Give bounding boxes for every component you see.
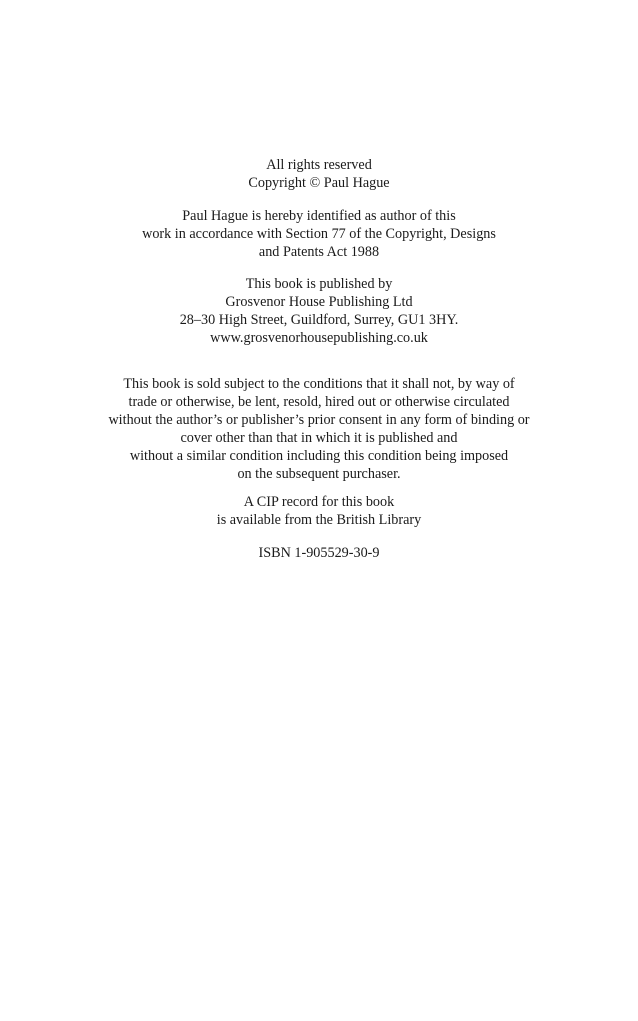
- rights-reserved-line: All rights reserved: [266, 157, 372, 173]
- published-by-line: This book is published by: [245, 276, 393, 292]
- isbn-number: ISBN 1-905529-30-9: [258, 545, 380, 561]
- publisher-website: www.grosvenorhousepublishing.co.uk: [210, 330, 428, 346]
- cip-record-block: [0, 493, 638, 529]
- publisher-name: Grosvenor House Publishing Ltd: [225, 294, 413, 310]
- cip-line: A CIP record for this book: [243, 494, 395, 510]
- conditions-line: on the subsequent purchaser.: [237, 466, 401, 482]
- publisher-address: 28–30 High Street, Guildford, Surrey, GU1 3HY.: [179, 312, 459, 328]
- rights-block: [0, 156, 638, 192]
- author-statement-line: work in accordance with Section 77 of the Copyright, Designs: [142, 226, 496, 242]
- sale-conditions-block: [0, 375, 638, 483]
- publisher-block: [0, 275, 638, 347]
- author-statement-line: and Patents Act 1988: [258, 244, 380, 260]
- author-identification-block: [0, 207, 638, 261]
- conditions-line: trade or otherwise, be lent, resold, hired out or otherwise circulated: [128, 394, 510, 410]
- conditions-line: cover other than that in which it is published and: [180, 430, 458, 446]
- conditions-line: without a similar condition including this condition being imposed: [129, 448, 509, 464]
- author-statement-line: Paul Hague is hereby identified as author of this: [182, 208, 456, 224]
- conditions-line: This book is sold subject to the conditions that it shall not, by way of: [123, 376, 515, 392]
- copyright-line: Copyright © Paul Hague: [248, 175, 390, 191]
- conditions-line: without the author’s or publisher’s prior consent in any form of binding or: [108, 412, 530, 428]
- cip-line: is available from the British Library: [216, 512, 422, 528]
- isbn-block: [0, 544, 638, 562]
